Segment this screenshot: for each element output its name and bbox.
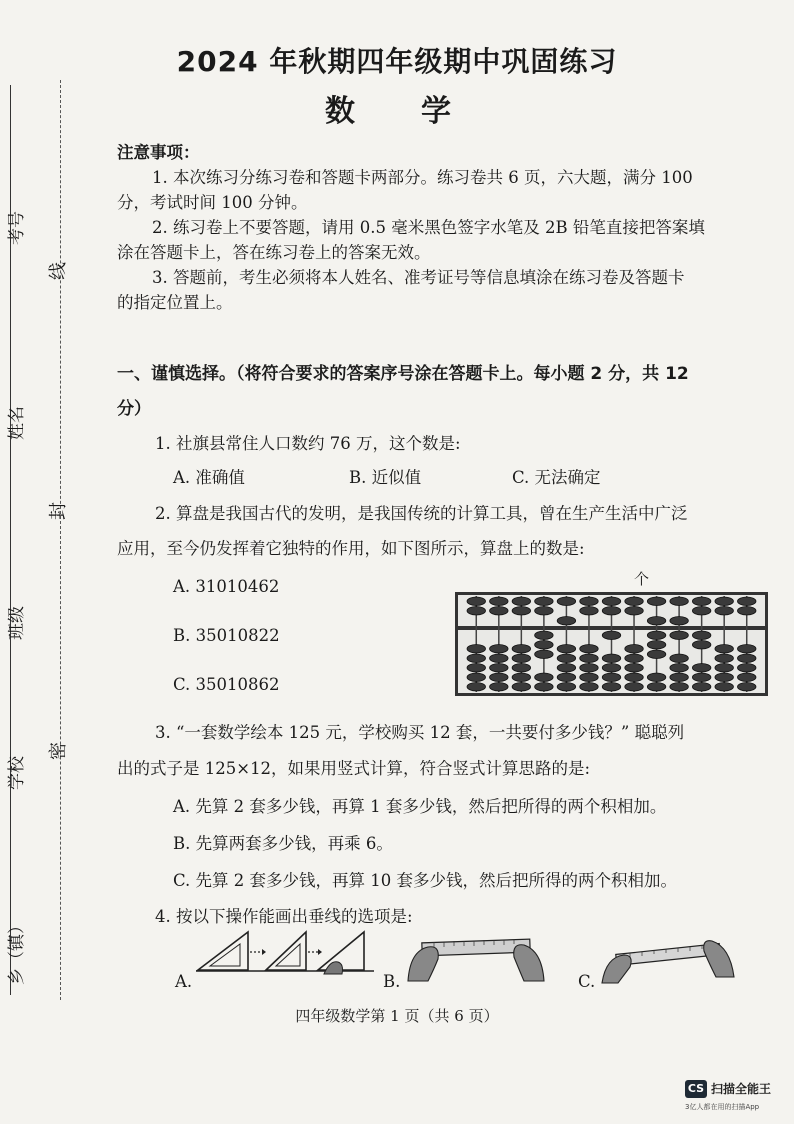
abacus-bead [737,654,755,663]
side-field-exam-number: 考号 [7,211,27,245]
question-2-stem: 2. 算盘是我国古代的发明，是我国传统的计算工具，曾在生产生活中广泛 [155,504,688,523]
abacus-bead [557,664,575,673]
abacus-bead [490,673,508,682]
abacus-bead [647,597,665,606]
abacus-bead [535,607,553,616]
abacus-bead [715,607,733,616]
abacus-bead [715,673,733,682]
seal-dashed-line [60,80,61,1000]
set-square-slide-diagram [196,930,376,990]
abacus-bead [602,631,620,640]
abacus-bead [512,597,530,606]
notes-line: 1. 本次练习分练习卷和答题卡两部分。练习卷共 6 页，六大题，满分 100 [152,168,693,187]
abacus-bead [715,683,733,692]
abacus-bead [535,673,553,682]
abacus-bead [692,664,710,673]
abacus-bead [467,664,485,673]
question-3-option-b: B. 先算两套多少钱，再乘 6。 [173,834,393,853]
abacus-bead [535,631,553,640]
ruler-hands-diagram-b [404,933,549,988]
abacus-bead [670,683,688,692]
abacus-bead [625,664,643,673]
abacus-bead [467,673,485,682]
abacus-bead [512,607,530,616]
abacus-bead [580,664,598,673]
abacus-bead [557,597,575,606]
abacus-bead [490,597,508,606]
question-4-stem: 4. 按以下操作能画出垂线的选项是: [155,907,413,926]
abacus-bead [580,673,598,682]
abacus-bead [602,597,620,606]
notes-heading: 注意事项： [117,143,200,162]
abacus-bead [557,654,575,663]
question-3-stem: 3. “一套数学绘本 125 元，学校购买 12 套，一共要付多少钱？” 聪聪列 [155,723,685,742]
abacus-bead [692,673,710,682]
page-footer: 四年级数学第 1 页（共 6 页） [295,1007,499,1025]
abacus-bead [647,673,665,682]
question-2-option-a: A. 31010462 [173,577,280,596]
ruler-hands-diagram-c [598,933,738,988]
abacus-bead [602,673,620,682]
question-4-option-a: A. [175,972,193,991]
abacus-bead [670,631,688,640]
side-field-class: 班级 [7,606,27,640]
section-heading-cont: 分） [117,399,151,419]
question-4-option-c: C. [578,972,596,991]
notes-line: 的指定位置上。 [117,293,233,312]
notes-line: 分，考试时间 100 分钟。 [117,193,308,212]
side-field-town: 乡（镇） [7,917,27,985]
abacus-bead [625,645,643,654]
abacus-bead [737,683,755,692]
abacus-bead [670,597,688,606]
abacus-bead [602,683,620,692]
abacus-bead [647,631,665,640]
abacus-bead [670,664,688,673]
scanner-logo-icon: CS [685,1080,707,1098]
abacus-bead [625,683,643,692]
abacus-bead [647,683,665,692]
abacus-bead [602,664,620,673]
abacus-bead [557,645,575,654]
abacus-bead [580,645,598,654]
notes-line: 2. 练习卷上不要答题，请用 0.5 毫米黑色签字水笔及 2B 铅笔直接把答案填 [152,218,705,237]
question-2-stem-cont: 应用，至今仍发挥着它独特的作用，如下图所示，算盘上的数是: [117,539,585,558]
subject-title: 数 学 [325,94,469,129]
exam-title: 2024 年秋期四年级期中巩固练习 [176,45,618,78]
abacus-bead [715,645,733,654]
question-2-option-b: B. 35010822 [173,626,280,645]
abacus-bead [715,597,733,606]
abacus-ones-label: 个 [634,570,650,588]
question-1-stem: 1. 社旗县常住人口数约 76 万，这个数是: [155,434,461,453]
question-2-option-c: C. 35010862 [173,675,280,694]
abacus-bead [580,597,598,606]
notes-line: 涂在答题卡上，答在练习卷上的答案无效。 [117,243,431,262]
abacus-bead [692,597,710,606]
abacus-bead [557,683,575,692]
abacus-bead [580,607,598,616]
abacus-bead [557,617,575,626]
abacus-bead [512,664,530,673]
abacus-bead [737,673,755,682]
abacus-bead [512,683,530,692]
abacus-bead [580,654,598,663]
abacus-bead [467,654,485,663]
abacus-bead [692,631,710,640]
abacus-bead [535,597,553,606]
question-3-option-a: A. 先算 2 套多少钱，再算 1 套多少钱，然后把所得的两个积相加。 [173,797,667,816]
abacus-bead [625,673,643,682]
section-heading: 一、谨慎选择。（将符合要求的答案序号涂在答题卡上。每小题 2 分，共 12 [117,364,689,384]
abacus-bead [647,617,665,626]
abacus-bead [647,641,665,650]
notes-line: 3. 答题前，考生必须将本人姓名、准考证号等信息填涂在练习卷及答题卡 [152,268,685,287]
abacus-bead [512,645,530,654]
abacus-bead [557,673,575,682]
abacus-bead [692,607,710,616]
abacus-bead [670,673,688,682]
abacus-bead [535,650,553,659]
abacus-bead [625,597,643,606]
abacus-bead [670,617,688,626]
abacus-bead [580,683,598,692]
abacus-bead [467,683,485,692]
question-4-option-b: B. [383,972,401,991]
abacus-bead [535,641,553,650]
abacus-bead [625,607,643,616]
abacus-bead [512,673,530,682]
abacus-bead [670,654,688,663]
abacus-bead [512,654,530,663]
abacus-bead [467,645,485,654]
seal-word-xian: 线 [48,262,69,280]
abacus-bead [692,683,710,692]
scanner-app-tagline: 3亿人都在用的扫描App [685,1103,760,1111]
abacus-bead [692,641,710,650]
question-1-option-c: C. 无法确定 [512,468,601,487]
question-1-option-b: B. 近似值 [349,468,422,487]
scanner-app-name: 扫描全能王 [711,1082,772,1096]
abacus-bead [715,664,733,673]
abacus-bead [625,654,643,663]
abacus-bead [715,654,733,663]
seal-word-mi: 密 [48,742,69,760]
abacus-bead [490,683,508,692]
abacus-bead [602,607,620,616]
question-3-stem-cont: 出的式子是 125×12，如果用竖式计算，符合竖式计算思路的是: [117,759,591,778]
question-3-option-c: C. 先算 2 套多少钱，再算 10 套多少钱，然后把所得的两个积相加。 [173,871,677,890]
abacus-bead [737,607,755,616]
abacus-bead [490,645,508,654]
abacus-bead [490,607,508,616]
abacus-bead [490,664,508,673]
side-field-name: 姓名 [7,406,27,440]
abacus-bead [602,654,620,663]
side-field-school: 学校 [7,756,27,790]
abacus-bead [490,654,508,663]
abacus-bead [737,645,755,654]
abacus-bead [647,650,665,659]
abacus-bead [737,597,755,606]
abacus-bead [467,597,485,606]
abacus-bead [737,664,755,673]
seal-word-feng: 封 [48,502,69,520]
abacus-bead [467,607,485,616]
question-1-option-a: A. 准确值 [173,468,245,487]
abacus-figure [455,592,768,696]
abacus-bead [535,683,553,692]
